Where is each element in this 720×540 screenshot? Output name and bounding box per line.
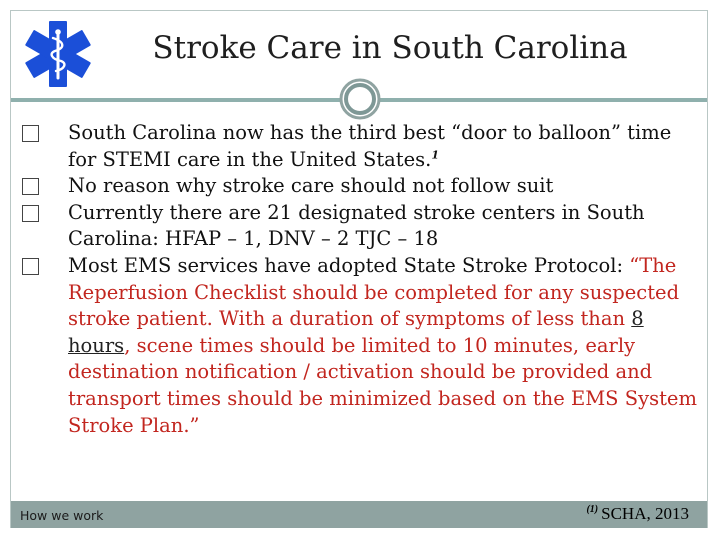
bullet-box-icon bbox=[22, 178, 39, 195]
bullet-text: Most EMS services have adopted State Stroke Protocol: bbox=[68, 253, 624, 277]
footer-citation bbox=[586, 504, 689, 524]
quote-text: , scene times should be limited to 10 minutes, early destination notification / activation should be provided and transport times should be minimized based on the EMS System Stroke Plan.” bbox=[68, 333, 697, 437]
slide-title: Stroke Care in South Carolina bbox=[152, 30, 628, 66]
bullet-text: South Carolina now has the third best “door to balloon” time for STEMI care in the United States. bbox=[68, 121, 672, 171]
bullet-item bbox=[22, 253, 698, 439]
bullet-text: Currently there are 21 designated stroke centers in South Carolina: HFAP – 1, DNV – 2 TJC – 18 bbox=[68, 200, 645, 251]
bullet-text: No reason why stroke care should not follow suit bbox=[68, 174, 554, 198]
bullet-box-icon bbox=[22, 205, 39, 222]
bullet-item bbox=[22, 120, 698, 173]
citation-marker: (1) bbox=[586, 504, 599, 516]
bullet-box-icon bbox=[22, 125, 39, 142]
bullet-box-icon bbox=[22, 258, 39, 275]
bullet-item bbox=[22, 173, 698, 200]
quote-text: “The Reperfusion Checklist should be completed for any suspected stroke patient. With a duration of symptoms of less than bbox=[68, 253, 680, 331]
bullet-list bbox=[22, 120, 698, 439]
footer-bar bbox=[11, 501, 707, 528]
quote-emphasis: 8 hours bbox=[68, 307, 644, 357]
bullet-item bbox=[22, 200, 698, 253]
footnote-marker: 1 bbox=[431, 148, 440, 162]
star-of-life-icon bbox=[22, 18, 94, 90]
circle-ornament-icon bbox=[339, 78, 381, 120]
citation-text: SCHA, 2013 bbox=[601, 504, 689, 523]
protocol-quote bbox=[68, 254, 697, 437]
footer-label: How we work bbox=[20, 508, 104, 523]
